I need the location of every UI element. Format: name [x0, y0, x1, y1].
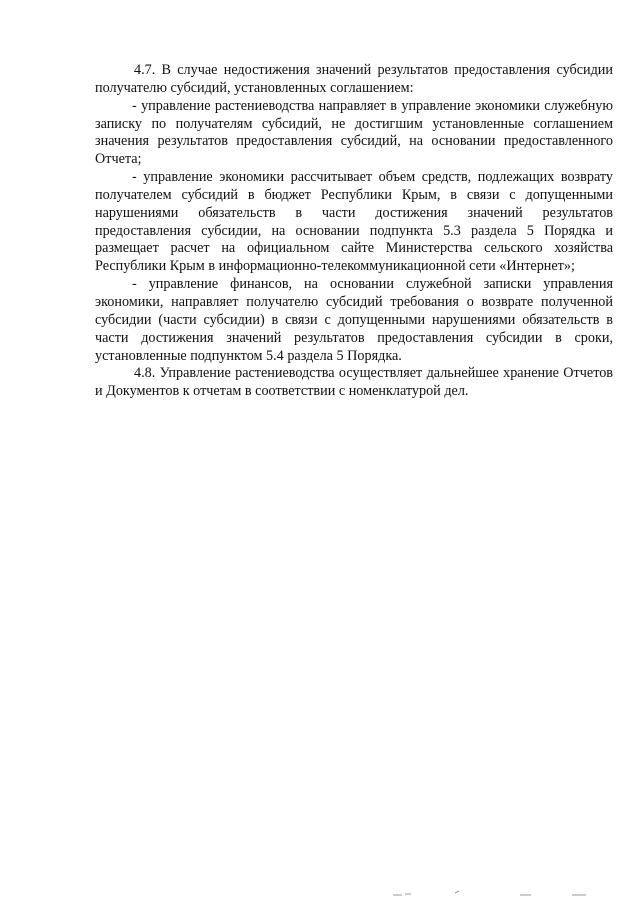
- bullet-economics-department: - управление экономики рассчитывает объем средств, подлежащих возврату получателем субсидий в бюджет Республики Крым, в связи с допущенными нарушениями обязательств в части достижения значений результатов предоставления субсидии, на основании подпункта 5.3 раздела 5 Порядка и размещает расчет на официальном сайте Министерства сельского хозяйства Республики Крым в информационно-телекоммуникационной сети «Интернет»;: [95, 169, 613, 275]
- clause-4-8: 4.8. Управление растениеводства осуществляет дальнейшее хранение Отчетов и Документов к отчетам в соответствии с номенклатурой дел.: [95, 365, 613, 400]
- scan-mark: [455, 891, 459, 893]
- bullet-finance-department: - управление финансов, на основании служебной записки управления экономики, направляет получателю субсидий требования о возврате полученной субсидии (части субсидии) в связи с допущенными нарушениями обязательств в части достижения значений результатов предоставления субсидии в сроки, установленные подпунктом 5.4 раздела 5 Порядка.: [95, 276, 613, 364]
- bullet-crop-department: - управление растениеводства направляет в управление экономики служебную записку по получателям субсидий, не достигшим установленные соглашением значения результатов предоставления субсидий, на основании предоставленного Отчета;: [95, 97, 613, 168]
- clause-4-7: 4.7. В случае недостижения значений результатов предоставления субсидии получателю субсидий, установленных соглашением:: [95, 62, 613, 96]
